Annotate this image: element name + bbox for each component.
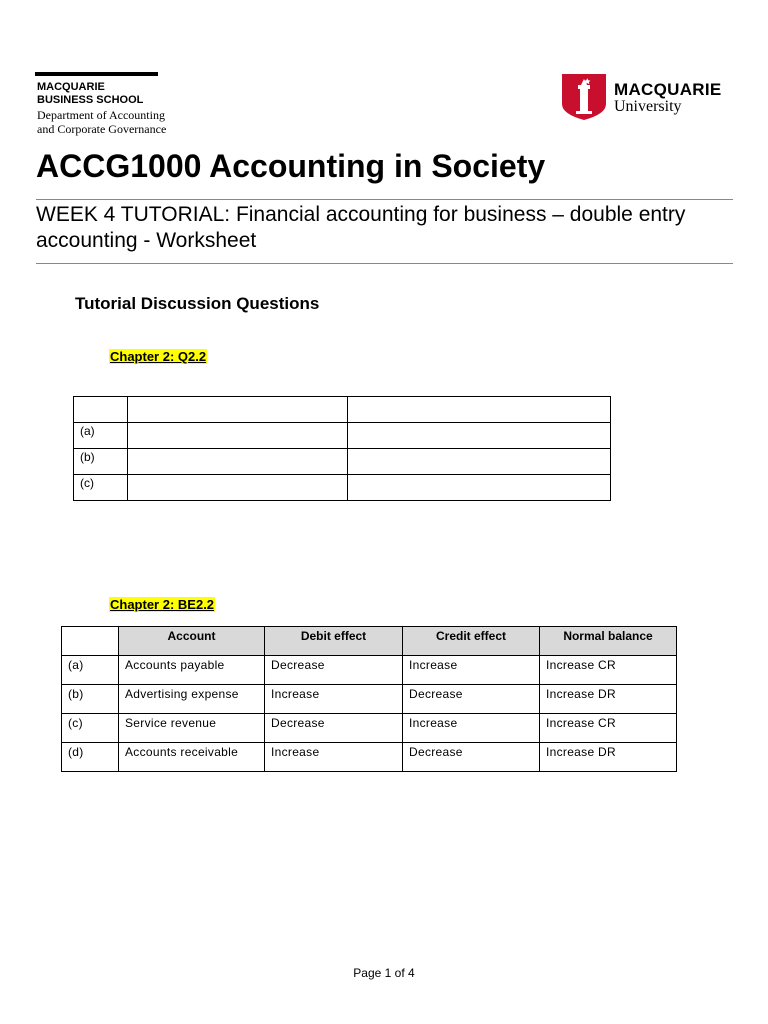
chapter-label-be22: Chapter 2: BE2.2 bbox=[110, 597, 215, 612]
table-header-row bbox=[62, 627, 677, 656]
table-cell: (a) bbox=[62, 656, 119, 685]
chapter-label-q22: Chapter 2: Q2.2 bbox=[110, 349, 207, 364]
school-name-line1: MACQUARIE bbox=[37, 81, 105, 93]
page-title: ACCG1000 Accounting in Society bbox=[36, 148, 546, 184]
table-cell: Decrease bbox=[265, 656, 403, 685]
table-cell bbox=[348, 475, 611, 501]
section-heading: Tutorial Discussion Questions bbox=[75, 294, 320, 313]
table-cell: Decrease bbox=[403, 685, 540, 714]
logo-wordmark: MACQUARIE bbox=[614, 80, 722, 99]
column-header: Debit effect bbox=[265, 627, 403, 656]
title-divider bbox=[36, 199, 733, 200]
department-line1: Department of Accounting bbox=[37, 108, 165, 122]
table-row bbox=[62, 743, 677, 772]
department-line2: and Corporate Governance bbox=[37, 122, 167, 136]
table-row bbox=[74, 423, 611, 449]
table-row bbox=[74, 475, 611, 501]
lighthouse-crest-icon bbox=[562, 74, 606, 120]
page-subtitle: WEEK 4 TUTORIAL: Financial accounting for business – double entry accounting - Worksheet bbox=[36, 203, 686, 252]
table-cell: (d) bbox=[62, 743, 119, 772]
table-row bbox=[62, 685, 677, 714]
table-cell: (b) bbox=[62, 685, 119, 714]
table-cell: Increase bbox=[265, 685, 403, 714]
table-cell: Accounts receivable bbox=[119, 743, 265, 772]
table-cell: Advertising expense bbox=[119, 685, 265, 714]
header-rule bbox=[35, 72, 158, 76]
table-cell bbox=[348, 397, 611, 423]
table-row bbox=[62, 714, 677, 743]
school-name-line2: BUSINESS SCHOOL bbox=[37, 94, 144, 106]
table-cell bbox=[128, 475, 348, 501]
page-number: Page 1 of 4 bbox=[353, 966, 415, 980]
table-row bbox=[74, 449, 611, 475]
logo-subtext: University bbox=[614, 98, 682, 115]
column-header: Normal balance bbox=[540, 627, 677, 656]
table-cell: Decrease bbox=[265, 714, 403, 743]
table-cell: Decrease bbox=[403, 743, 540, 772]
table-cell: Accounts payable bbox=[119, 656, 265, 685]
row-label: (c) bbox=[74, 475, 128, 501]
table-cell bbox=[128, 397, 348, 423]
table-cell: (c) bbox=[62, 714, 119, 743]
table-cell bbox=[128, 423, 348, 449]
table-cell bbox=[128, 449, 348, 475]
column-header: Credit effect bbox=[403, 627, 540, 656]
table-cell: Increase DR bbox=[540, 685, 677, 714]
row-label: (a) bbox=[74, 423, 128, 449]
table-cell: Increase bbox=[403, 656, 540, 685]
table-row bbox=[62, 656, 677, 685]
column-header bbox=[62, 627, 119, 656]
table-cell bbox=[74, 397, 128, 423]
be22-answer-table bbox=[61, 626, 677, 772]
table-cell: Increase DR bbox=[540, 743, 677, 772]
table-cell: Increase CR bbox=[540, 714, 677, 743]
table-cell bbox=[348, 449, 611, 475]
table-cell: Increase bbox=[403, 714, 540, 743]
subtitle-divider bbox=[36, 263, 733, 264]
q22-answer-table bbox=[73, 396, 611, 501]
table-cell: Service revenue bbox=[119, 714, 265, 743]
table-cell: Increase CR bbox=[540, 656, 677, 685]
table-row bbox=[74, 397, 611, 423]
university-logo bbox=[562, 74, 734, 122]
row-label: (b) bbox=[74, 449, 128, 475]
table-cell bbox=[348, 423, 611, 449]
table-cell: Increase bbox=[265, 743, 403, 772]
column-header: Account bbox=[119, 627, 265, 656]
